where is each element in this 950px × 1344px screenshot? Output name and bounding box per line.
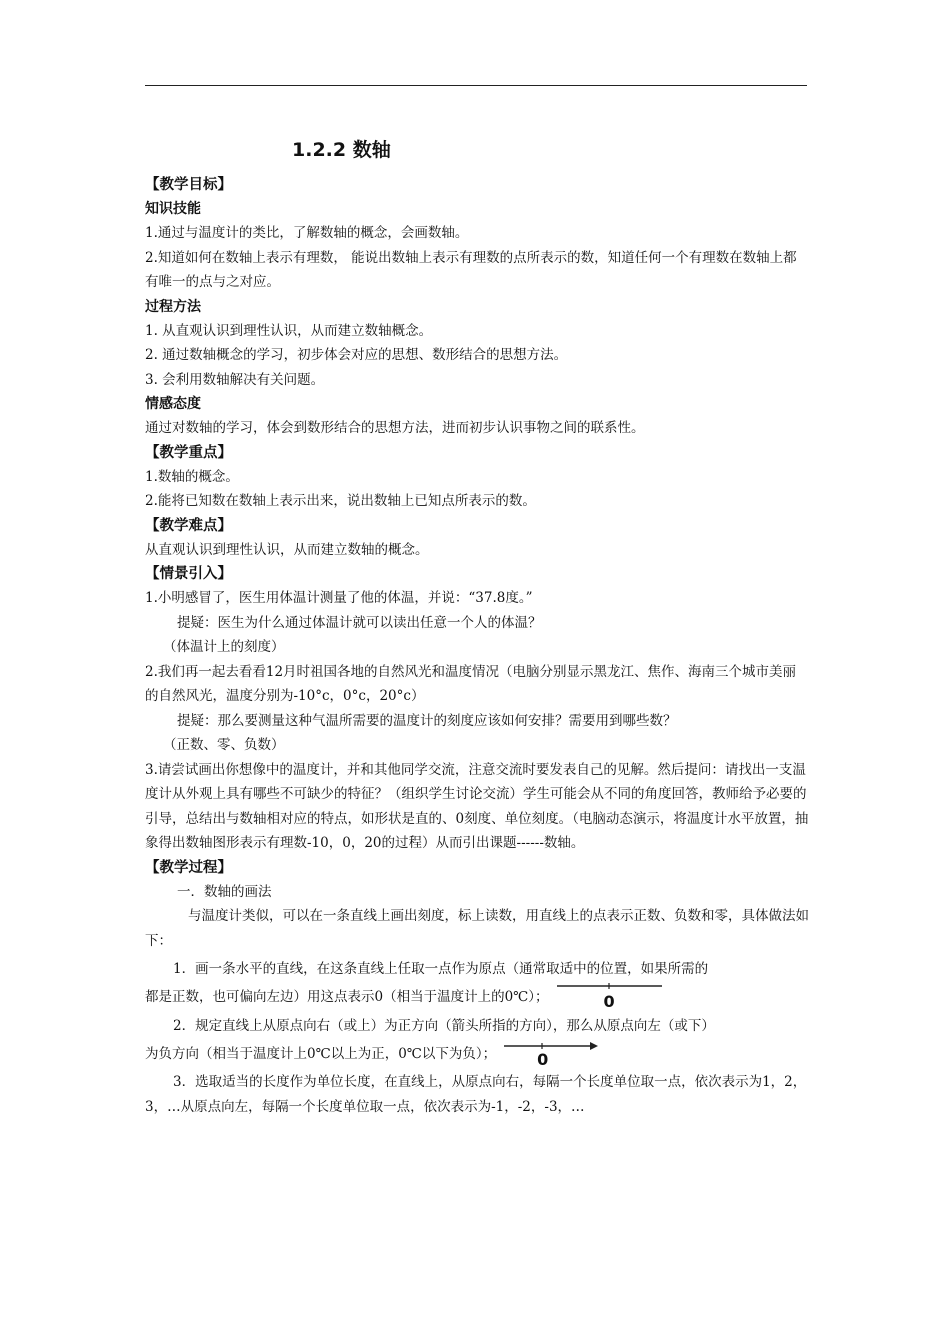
direction-line-svg bbox=[504, 1038, 599, 1066]
step2-line-b: 为负方向（相当于温度计上0℃以上为正，0℃以下为负）； bbox=[145, 1045, 497, 1062]
heading-goals: 【教学目标】 bbox=[145, 177, 232, 193]
step2-line-a: 2．规定直线上从原点向右（或上）为正方向（箭头所指的方向），那么从原点向左（或下） bbox=[173, 1017, 715, 1034]
step3-para: 3．选取适当的长度作为单位长度，在直线上，从原点向右，每隔一个长度单位取一点，依次表示为1，2，3，…从原点向左，每隔一个长度单位取一点，依次表示为-1，-2，-3，… bbox=[145, 1074, 807, 1115]
intro-para-1: 1.小明感冒了，医生用体温计测量了他的体温，并说：“37.8度。” bbox=[145, 590, 533, 606]
skill-item-2: 2.知道如何在数轴上表示有理数， 能说出数轴上表示有理数的点所表示的数，知道任何一个有理数在数轴上都有唯一的点与之对应。 bbox=[145, 249, 797, 290]
key-item-2: 2.能将已知数在数轴上表示出来，说出数轴上已知点所表示的数。 bbox=[145, 493, 536, 509]
heading-key: 【教学重点】 bbox=[145, 444, 232, 461]
intro-question-1: 提疑：医生为什么通过体温计就可以读出任意一个人的体温？ bbox=[177, 614, 542, 631]
intro-question-2: 提疑：那么要测量这种气温所需要的温度计的刻度应该如何安排？需要用到哪些数？ bbox=[177, 712, 677, 729]
difficult-text: 从直观认识到理性认识，从而建立数轴的概念。 bbox=[145, 541, 429, 558]
heading-process: 【教学过程】 bbox=[145, 859, 232, 876]
attitude-text: 通过对数轴的学习，体会到数形结合的思想方法，进而初步认识事物之间的联系性。 bbox=[145, 420, 645, 436]
skill-item-1: 1.通过与温度计的类比，了解数轴的概念，会画数轴。 bbox=[145, 225, 469, 241]
subheading-process: 过程方法 bbox=[145, 298, 201, 315]
key-item-1: 1.数轴的概念。 bbox=[145, 468, 239, 485]
process-item-1: 1. 从直观认识到理性认识，从而建立数轴概念。 bbox=[145, 322, 433, 339]
process-item-2: 2. 通过数轴概念的学习，初步体会对应的思想、数形结合的思想方法。 bbox=[145, 347, 568, 363]
document-body bbox=[145, 135, 809, 1119]
step2-row bbox=[145, 1038, 809, 1069]
process-subheading: 一．数轴的画法 bbox=[177, 883, 272, 900]
subheading-skill: 知识技能 bbox=[145, 201, 201, 217]
process-item-3: 3. 会利用数轴解决有关问题。 bbox=[145, 371, 325, 388]
direction-figure bbox=[504, 1038, 599, 1069]
intro-para-2: 2.我们再一起去看看12月时祖国各地的自然风光和温度情况（电脑分别显示黑龙江、焦作、海南三个城市美丽的自然风光，温度分别为-10°c，0°c，20°c） bbox=[145, 663, 797, 704]
step1-line-b: 都是正数，也可偏向左边）用这点表示0（相当于温度计上的0℃）； bbox=[145, 989, 549, 1005]
direction-origin-label: 0 bbox=[537, 1050, 549, 1069]
origin-figure bbox=[557, 982, 667, 1010]
subheading-attitude: 情感态度 bbox=[145, 396, 201, 412]
page-title: 1.2.2 数轴 bbox=[292, 139, 391, 161]
heading-difficult: 【教学难点】 bbox=[145, 517, 232, 534]
origin-label: 0 bbox=[603, 991, 615, 1011]
process-para-0: 与温度计类似，可以在一条直线上画出刻度，标上读数，用直线上的点表示正数、负数和零，具体做法如下： bbox=[145, 908, 809, 949]
step1-line-a: 1．画一条水平的直线，在这条直线上任取一点作为原点（通常取适中的位置，如果所需的 bbox=[173, 961, 709, 977]
arrow-head-icon bbox=[590, 1042, 598, 1050]
intro-answer-2: （正数、零、负数） bbox=[163, 737, 285, 753]
intro-answer-1: （体温计上的刻度） bbox=[163, 639, 285, 655]
intro-para-3: 3.请尝试画出你想像中的温度计，并和其他同学交流，注意交流时要发表自己的见解。然后提问：请找出一支温度计从外观上具有哪些不可缺少的特征？（组织学生讨论交流）学生可能会从不同的角度回答，教师给予必要的引导，总结出与数轴相对应的特点，如形状是直的、0刻度、单位刻度。（电脑动态演示，将温度计水平放置，抽象得出数轴图形表示有理数-10，0，20的过程）从而引出课题------数轴。 bbox=[145, 761, 809, 851]
step1-row bbox=[145, 982, 809, 1010]
heading-intro: 【情景引入】 bbox=[145, 566, 232, 582]
header-rule bbox=[145, 85, 807, 86]
